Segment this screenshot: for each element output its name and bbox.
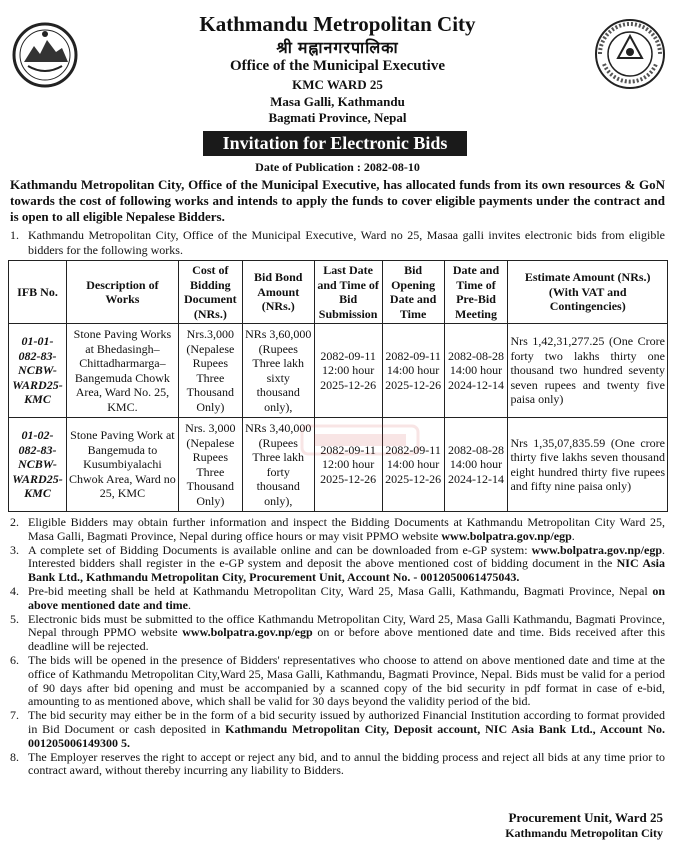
ifb-number: 01-01-082-83-NCBW-WARD25-KMC: [9, 324, 67, 418]
note-number: 3.: [10, 542, 19, 557]
note-text: [28, 654, 665, 709]
col-bid-bond: Bid Bond Amount (NRs.): [242, 261, 314, 324]
official-seal-icon: [594, 18, 666, 90]
bid-bond: NRs 3,60,000 (Rupees Three lakh sixty thousand only),: [242, 324, 314, 418]
bids-table: [8, 260, 668, 512]
note-text-segment: NIC Asia Bank Ltd., Kathmandu Metropolitan City, Procurement Unit, Account No. - 0012050061475043.: [28, 556, 665, 585]
publication-date: Date of Publication : 2082-08-10: [255, 160, 420, 174]
note-text-segment: Eligible Bidders may obtain further information and inspect the Bidding Documents at Kathmandu Metropolitan City Ward 25, Masa Galli, Bagmati Province, Nepal during office hours or may visit PPMO website: [28, 515, 665, 543]
note-number: 5.: [10, 611, 19, 626]
bid-bond: NRs 3,40,000 (Rupees Three lakh forty thousand only),: [242, 418, 314, 512]
org-title: Kathmandu Metropolitan City: [199, 12, 476, 36]
office-name: Office of the Municipal Executive: [230, 58, 445, 74]
note-text: [28, 613, 665, 654]
col-opening-date: Bid Opening Date and Time: [382, 261, 444, 324]
signature-org: Kathmandu Metropolitan City: [505, 826, 663, 840]
ward-name: KMC WARD 25: [292, 77, 383, 92]
estimate-amount: Nrs 1,42,31,277.25 (One Crore forty two lakhs thirty one thousand two hundred seventy seven rupees and twenty five paisa only): [508, 324, 668, 418]
note-text-segment: . Interested bidders shall register in the e-GP system and deposit the above mentioned cost of bidding document in the: [28, 542, 665, 571]
prebid-meeting: 2082-08-28 14:00 hour 2024-12-14: [444, 324, 508, 418]
col-estimate: Estimate Amount (NRs.) (With VAT and Contingencies): [508, 261, 668, 324]
work-description: Stone Paving Works at Bhedasingh–Chittadharmarga–Bangemuda Chowk Area, Ward No. 25, KMC.: [66, 324, 178, 418]
bidding-cost: Nrs.3,000 (Nepalese Rupees Three Thousand Only): [178, 324, 242, 418]
note-7: [10, 709, 665, 750]
watermark-icon: [300, 420, 420, 460]
note-text-segment: www.bolpatra.gov.np/egp: [531, 542, 662, 557]
note-text-segment: A complete set of Bidding Documents is available online and can be downloaded from e-GP system:: [28, 542, 532, 557]
notice-banner: Invitation for Electronic Bids: [203, 131, 467, 156]
note-text-segment: Pre-bid meeting shall be held at Kathmandu Metropolitan City, Ward 25, Masa Galli, Kathmandu, Bagmati Province, Nepal: [28, 583, 653, 598]
signature-unit: Procurement Unit, Ward 25: [508, 810, 663, 825]
note-text-segment: www.bolpatra.gov.np/egp: [182, 625, 313, 640]
note-number: 6.: [10, 652, 19, 667]
note-6: [10, 654, 665, 709]
note-1: [10, 228, 665, 257]
note-text: Kathmandu Metropolitan City, Office of the Municipal Executive, Ward no 25, Masaa galli invites electronic bids from eligible bidders for the following works.: [28, 228, 665, 257]
note-text-segment: The bids will be opened in the presence of Bidders' representatives who choose to attend on above mentioned date and time at the office of Kathmandu Metropolitan City,Ward 25, Masa Galli, Kathmandu, Bagmati Province, Nepal. Bids must be valid for a period of 90 days after bid opening and must be accompanied by a scanned copy of the bid security in pdf format in case of e-bid, amounting to as mentioned above, which shall be valid for 30 days beyond the validity period of the bid.: [28, 652, 665, 709]
notes-list: [10, 516, 665, 778]
estimate-amount: Nrs 1,35,07,835.59 (One crore thirty five lakhs seven thousand eight hundred thirty five rupees and fifty nine paisa only): [508, 418, 668, 512]
note-number: 8.: [10, 749, 19, 764]
bidding-cost: Nrs. 3,000 (Nepalese Rupees Three Thousand Only): [178, 418, 242, 512]
col-last-date: Last Date and Time of Bid Submission: [314, 261, 382, 324]
note-number: 1.: [10, 228, 19, 242]
org-title-nepali: श्री मह्नानगरपालिका: [276, 40, 399, 57]
note-text-segment: Kathmandu Metropolitan City, Deposit account, NIC Asia Bank Ltd., Account No. 001205006149300 5.: [28, 721, 665, 750]
note-text-segment: www.bolpatra.gov.np/egp: [441, 528, 572, 543]
kmc-emblem-icon: [12, 22, 78, 88]
province-address: Bagmati Province, Nepal: [268, 110, 407, 125]
last-submission: 2082-09-11 12:00 hour 2025-12-26: [314, 324, 382, 418]
note-text: [28, 751, 665, 779]
note-text-segment: .: [188, 597, 191, 612]
note-text: [28, 585, 665, 613]
note-text-segment: Electronic bids must be submitted to the office Kathmandu Metropolitan City, Ward 25, Masa Galli Kathmandu, Bagmati Province, Nepal through PPMO website: [28, 611, 665, 640]
bid-opening: 2082-09-11 14:00 hour 2025-12-26: [382, 324, 444, 418]
bid-opening: 2082-09-11 14:00 hour 2025-12-26: [382, 418, 444, 512]
table-header-row: [9, 261, 668, 324]
note-number: 4.: [10, 583, 19, 598]
street-address: Masa Galli, Kathmandu: [270, 94, 405, 109]
col-ifb-no: IFB No.: [9, 261, 67, 324]
note-number: 2.: [10, 515, 19, 529]
col-prebid-date: Date and Time of Pre-Bid Meeting: [444, 261, 508, 324]
prebid-meeting: 2082-08-28 14:00 hour 2024-12-14: [444, 418, 508, 512]
note-3: [10, 544, 665, 585]
col-description: Description of Works: [66, 261, 178, 324]
note-number: 7.: [10, 708, 19, 723]
note-text-segment: The bid security may either be in the form of a bid security issued by authorized Financial Institution according to format provided in Bid Document or cash deposited in: [28, 708, 665, 736]
note-8: [10, 751, 665, 779]
note-4: [10, 585, 665, 613]
note-text-segment: on or before above mentioned date and time. Bids received after this deadline will be rejected.: [28, 625, 665, 654]
ifb-number: 01-02-082-83-NCBW-WARD25-KMC: [9, 418, 67, 512]
intro-paragraph: Kathmandu Metropolitan City, Office of the Municipal Executive, has allocated funds from its own resources & GoN towards the cost of following works and intends to apply the funds to cover eligible payments under the contract and is open to all eligible Nepalese Bidders.: [10, 177, 665, 224]
note-text: [28, 516, 665, 544]
note-text: [28, 709, 665, 750]
work-description: Stone Paving Work at Bangemuda to Kusumbiyalachi Chwok Area, Ward no 25, KMC: [66, 418, 178, 512]
header: [0, 0, 675, 128]
note-text-segment: on above mentioned date and time: [28, 583, 665, 612]
table-row: [9, 324, 668, 418]
note-5: [10, 613, 665, 654]
last-submission: 2082-09-11 12:00 hour 2025-12-26: [314, 418, 382, 512]
note-2: [10, 516, 665, 544]
note-text-segment: The Employer reserves the right to accept or reject any bid, and to annul the bidding process and reject all bids at any time prior to contract award, without thereby incurring any liability to Bidders.: [28, 749, 665, 778]
col-cost: Cost of Bidding Document (NRs.): [178, 261, 242, 324]
note-text: [28, 544, 665, 585]
note-text-segment: .: [571, 528, 575, 543]
